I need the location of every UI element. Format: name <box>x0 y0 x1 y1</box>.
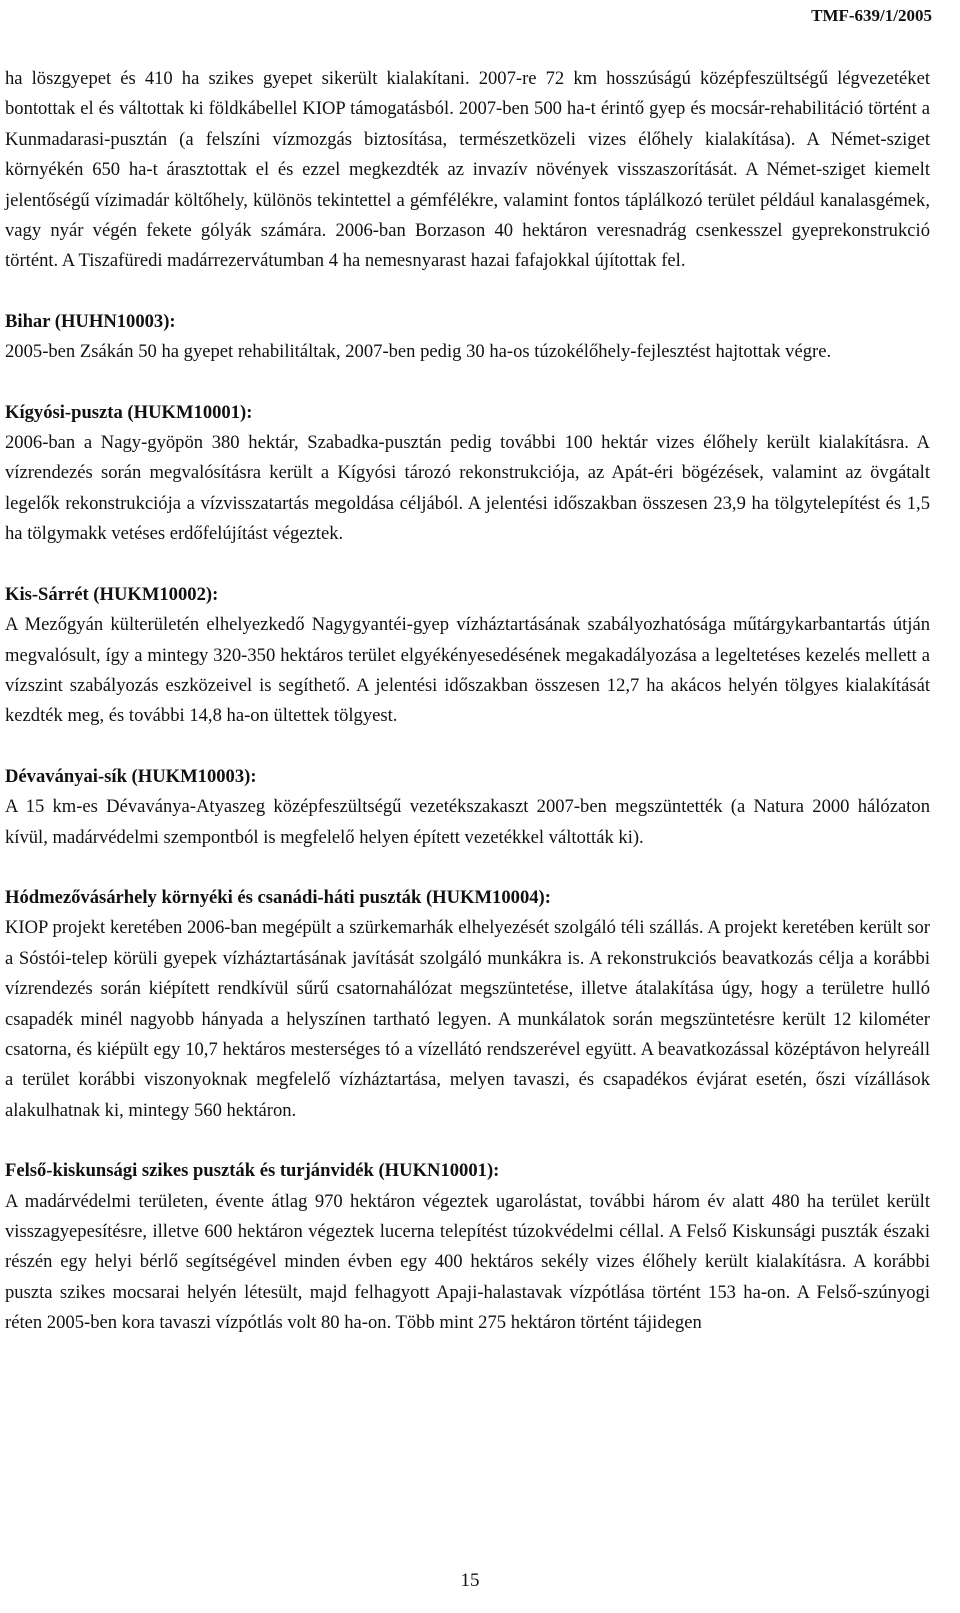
section-heading: Kígyósi-puszta (HUKM10001): <box>5 401 253 423</box>
section-bihar <box>5 307 930 368</box>
document-body <box>5 64 930 1339</box>
section-felso-kiskunsag <box>5 1156 930 1338</box>
section-heading: Hódmezővásárhely környéki és csanádi-háti puszták (HUKM10004): <box>5 886 551 908</box>
page-number: 15 <box>460 1570 480 1591</box>
section-devavanyai-sik <box>5 762 930 853</box>
section-paragraph: A Mezőgyán külterületén elhelyezkedő Nagygyantéi-gyep vízháztartásának szabályozhatósága műtárgykarbantartás útján megvalósult, így a mintegy 320-350 hektáros terület elgyékényesedésének megakadályozása a legeltetéses kezelés mellett a vízszint szabályozás eszközeivel is segíthető. A jelentési időszakban összesen 12,7 ha akácos helyén tölgyes kialakítását kezdték meg, és további 14,8 ha-on ültettek tölgyest. <box>5 614 930 727</box>
section-kigyosi-puszta <box>5 398 930 550</box>
section-heading: Kis-Sárrét (HUKM10002): <box>5 583 219 605</box>
section-paragraph: A 15 km-es Dévaványa-Atyaszeg középfeszültségű vezetékszakaszt 2007-ben megszüntették (a Natura 2000 hálózaton kívül, madárvédelmi szempontból is megfelelő helyen épített vezetékkel váltották ki). <box>5 796 930 848</box>
section-kis-sarret <box>5 580 930 732</box>
intro-paragraph: ha löszgyepet és 410 ha szikes gyepet sikerült kialakítani. 2007-re 72 km hosszúságú középfeszültségű légvezetéket bontottak el és váltottak ki földkábellel KIOP támogatásból. 2007-ben 500 ha-t érintő gyep és mocsár-rehabilitáció történt a Kunmadarasi-pusztán (a felszíni vízmozgás biztosítása, természetközeli vizes élőhely kialakítása). A Német-sziget környékén 650 ha-t árasztottak el és ezzel megkezdték az invazív növények visszaszorítását. A Német-sziget kiemelt jelentőségű vízimadár költőhely, különös tekintettel a gémfélékre, valamint fontos táplálkozó terület például kanalasgémek, vagy nyár végén fekete gólyák számára. 2006-ban Borzason 40 hektáron veresnadrág csenkesszel gyeprekonstrukció történt. A Tiszafüredi madárrezervátumban 4 ha nemesnyarast hazai fafajokkal újítottak fel. <box>5 68 930 272</box>
section-heading: Dévaványai-sík (HUKM10003): <box>5 765 257 787</box>
section-paragraph: 2005-ben Zsákán 50 ha gyepet rehabilitáltak, 2007-ben pedig 30 ha-os túzokélőhely-fejlesztést hajtottak végre. <box>5 341 832 363</box>
section-hodmezovasarhely <box>5 883 930 1126</box>
section-paragraph: 2006-ban a Nagy-gyöpön 380 hektár, Szabadka-pusztán pedig további 100 hektár vizes élőhely került kialakításra. A vízrendezés során megvalósításra került a Kígyósi tározó rekonstrukciója, az Apát-éri bögézések, valamint az övgátalt legelők rekonstrukciója a vízvisszatartás megoldása céljából. A jelentési időszakban összesen 23,9 ha tölgytelepítést és 1,5 ha tölgymakk vetéses erdőfelújítást végeztek. <box>5 432 930 545</box>
section-paragraph: KIOP projekt keretében 2006-ban megépült a szürkemarhák elhelyezését szolgáló téli szállás. A projekt keretében került sor a Sóstói-telep körüli gyepek vízháztartásának javítását szolgáló munkákra is. A rekonstrukciós beavatkozás célja a korábbi vízrendezés során kiépített rendkívül sűrű csatornahálózat megszüntetése, illetve átalakítása úgy, hogy a területre hulló csapadék minél nagyobb hányada a helyszínen tartható legyen. A munkálatok során megszüntetésre került 12 kilométer csatorna, és kiépült egy 10,7 hektáros mesterséges tó a vízellátó rendszerével együtt. A beavatkozással középtávon helyreáll a terület korábbi viszonyoknak megfelelő vízháztartása, melyen tavaszi, és csapadékos évjárat esetén, őszi vízállások alakulhatnak ki, mintegy 560 hektáron. <box>5 917 930 1121</box>
section-heading: Felső-kiskunsági szikes puszták és turjánvidék (HUKN10001): <box>5 1160 500 1182</box>
section-paragraph: A madárvédelmi területen, évente átlag 970 hektáron végeztek ugarolástat, további három év alatt 480 ha terület került visszagyepesítésre, illetve 600 hektáron végeztek lucerna telepítést túzokvédelmi céllal. A Felső Kiskunsági puszták északi részén egy helyi bérlő segítségével minden évben egy 400 hektáros sekély vizes élőhely került kialakításra. A korábbi puszta szikes mocsarai helyén létesült, majd felhagyott Apaji-halastavak vízpótlása történt 153 ha-on. A Felső-szúnyogi réten 2005-ben kora tavaszi vízpótlás volt 80 ha-on. Több mint 275 hektáron történt tájidegen <box>5 1190 930 1334</box>
section-heading: Bihar (HUHN10003): <box>5 310 176 332</box>
document-reference: TMF-639/1/2005 <box>811 6 932 25</box>
